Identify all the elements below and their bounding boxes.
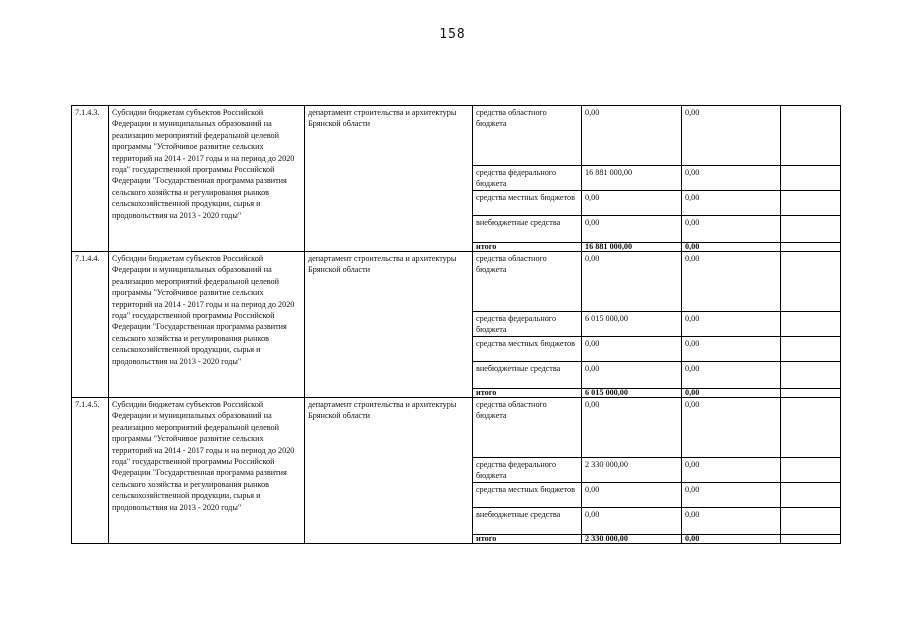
funding-amount: 6 015 000,00 bbox=[582, 312, 682, 337]
funding-amount: 0,00 bbox=[582, 362, 682, 389]
funding-value: 0,00 bbox=[682, 106, 781, 166]
funding-source: средства федерального бюджета bbox=[473, 166, 582, 191]
empty-cell bbox=[781, 216, 841, 243]
empty-cell bbox=[781, 508, 841, 535]
funding-value: 0,00 bbox=[682, 389, 781, 398]
funding-value: 0,00 bbox=[682, 337, 781, 362]
empty-cell bbox=[781, 389, 841, 398]
funding-amount: 0,00 bbox=[582, 106, 682, 166]
table-row bbox=[72, 106, 841, 166]
page-number: 158 bbox=[439, 27, 466, 42]
funding-amount: 0,00 bbox=[582, 337, 682, 362]
funding-amount: 0,00 bbox=[582, 252, 682, 312]
funding-amount: 16 881 000,00 bbox=[582, 166, 682, 191]
empty-cell bbox=[781, 362, 841, 389]
funding-source: средства местных бюджетов bbox=[473, 483, 582, 508]
funding-source: внебюджетные средства bbox=[473, 508, 582, 535]
funding-source: средства федерального бюджета bbox=[473, 312, 582, 337]
funding-value: 0,00 bbox=[682, 362, 781, 389]
empty-cell bbox=[781, 312, 841, 337]
funding-value: 0,00 bbox=[682, 166, 781, 191]
empty-cell bbox=[781, 243, 841, 252]
budget-table-body bbox=[72, 106, 841, 544]
empty-cell bbox=[781, 166, 841, 191]
funding-value: 0,00 bbox=[682, 243, 781, 252]
measure-name: Субсидии бюджетам субъектов Российской Федерации и муниципальных образований на реализацию мероприятий федеральной целевой программы "Устойчивое развитие сельских территорий на 2014 - 2017 годы и на период до 2020 года" государственной программы Российской Федерации "Государственная программа развития сельского хозяйства и регулирования рынков сельскохозяйственной продукции, сырья и продовольствия на 2013 - 2020 годы" bbox=[109, 398, 305, 544]
funding-amount: 0,00 bbox=[582, 216, 682, 243]
measure-code: 7.1.4.4. bbox=[72, 252, 109, 398]
funding-amount: 0,00 bbox=[582, 398, 682, 458]
empty-cell bbox=[781, 252, 841, 312]
funding-value: 0,00 bbox=[682, 458, 781, 483]
empty-cell bbox=[781, 106, 841, 166]
funding-source: средства местных бюджетов bbox=[473, 337, 582, 362]
funding-source: итого bbox=[473, 243, 582, 252]
funding-value: 0,00 bbox=[682, 191, 781, 216]
funding-value: 0,00 bbox=[682, 398, 781, 458]
measure-name: Субсидии бюджетам субъектов Российской Федерации и муниципальных образований на реализацию мероприятий федеральной целевой программы "Устойчивое развитие сельских территорий на 2014 - 2017 годы и на период до 2020 года" государственной программы Российской Федерации "Государственная программа развития сельского хозяйства и регулирования рынков сельскохозяйственной продукции, сырья и продовольствия на 2013 - 2020 годы" bbox=[109, 106, 305, 252]
funding-value: 0,00 bbox=[682, 252, 781, 312]
empty-cell bbox=[781, 458, 841, 483]
measure-executor: департамент строительства и архитектуры Брянской области bbox=[305, 398, 473, 544]
table-row bbox=[72, 252, 841, 312]
funding-source: средства местных бюджетов bbox=[473, 191, 582, 216]
empty-cell bbox=[781, 535, 841, 544]
empty-cell bbox=[781, 483, 841, 508]
budget-table bbox=[71, 105, 841, 544]
measure-name: Субсидии бюджетам субъектов Российской Федерации и муниципальных образований на реализацию мероприятий федеральной целевой программы "Устойчивое развитие сельских территорий на 2014 - 2017 годы и на период до 2020 года" государственной программы Российской Федерации "Государственная программа развития сельского хозяйства и регулирования рынков сельскохозяйственной продукции, сырья и продовольствия на 2013 - 2020 годы" bbox=[109, 252, 305, 398]
funding-amount: 0,00 bbox=[582, 483, 682, 508]
funding-source: внебюджетные средства bbox=[473, 216, 582, 243]
funding-source: внебюджетные средства bbox=[473, 362, 582, 389]
empty-cell bbox=[781, 337, 841, 362]
table-row bbox=[72, 398, 841, 458]
funding-amount: 2 330 000,00 bbox=[582, 535, 682, 544]
funding-value: 0,00 bbox=[682, 535, 781, 544]
funding-amount: 16 881 000,00 bbox=[582, 243, 682, 252]
empty-cell bbox=[781, 191, 841, 216]
funding-source: итого bbox=[473, 535, 582, 544]
measure-executor: департамент строительства и архитектуры Брянской области bbox=[305, 252, 473, 398]
funding-amount: 0,00 bbox=[582, 508, 682, 535]
empty-cell bbox=[781, 398, 841, 458]
funding-value: 0,00 bbox=[682, 312, 781, 337]
measure-executor: департамент строительства и архитектуры Брянской области bbox=[305, 106, 473, 252]
funding-amount: 2 330 000,00 bbox=[582, 458, 682, 483]
funding-source: средства федерального бюджета bbox=[473, 458, 582, 483]
funding-amount: 6 015 000,00 bbox=[582, 389, 682, 398]
funding-value: 0,00 bbox=[682, 483, 781, 508]
funding-value: 0,00 bbox=[682, 508, 781, 535]
funding-source: средства областного бюджета bbox=[473, 398, 582, 458]
funding-source: средства областного бюджета bbox=[473, 252, 582, 312]
funding-source: средства областного бюджета bbox=[473, 106, 582, 166]
measure-code: 7.1.4.3. bbox=[72, 106, 109, 252]
funding-value: 0,00 bbox=[682, 216, 781, 243]
measure-code: 7.1.4.5. bbox=[72, 398, 109, 544]
funding-amount: 0,00 bbox=[582, 191, 682, 216]
funding-source: итого bbox=[473, 389, 582, 398]
